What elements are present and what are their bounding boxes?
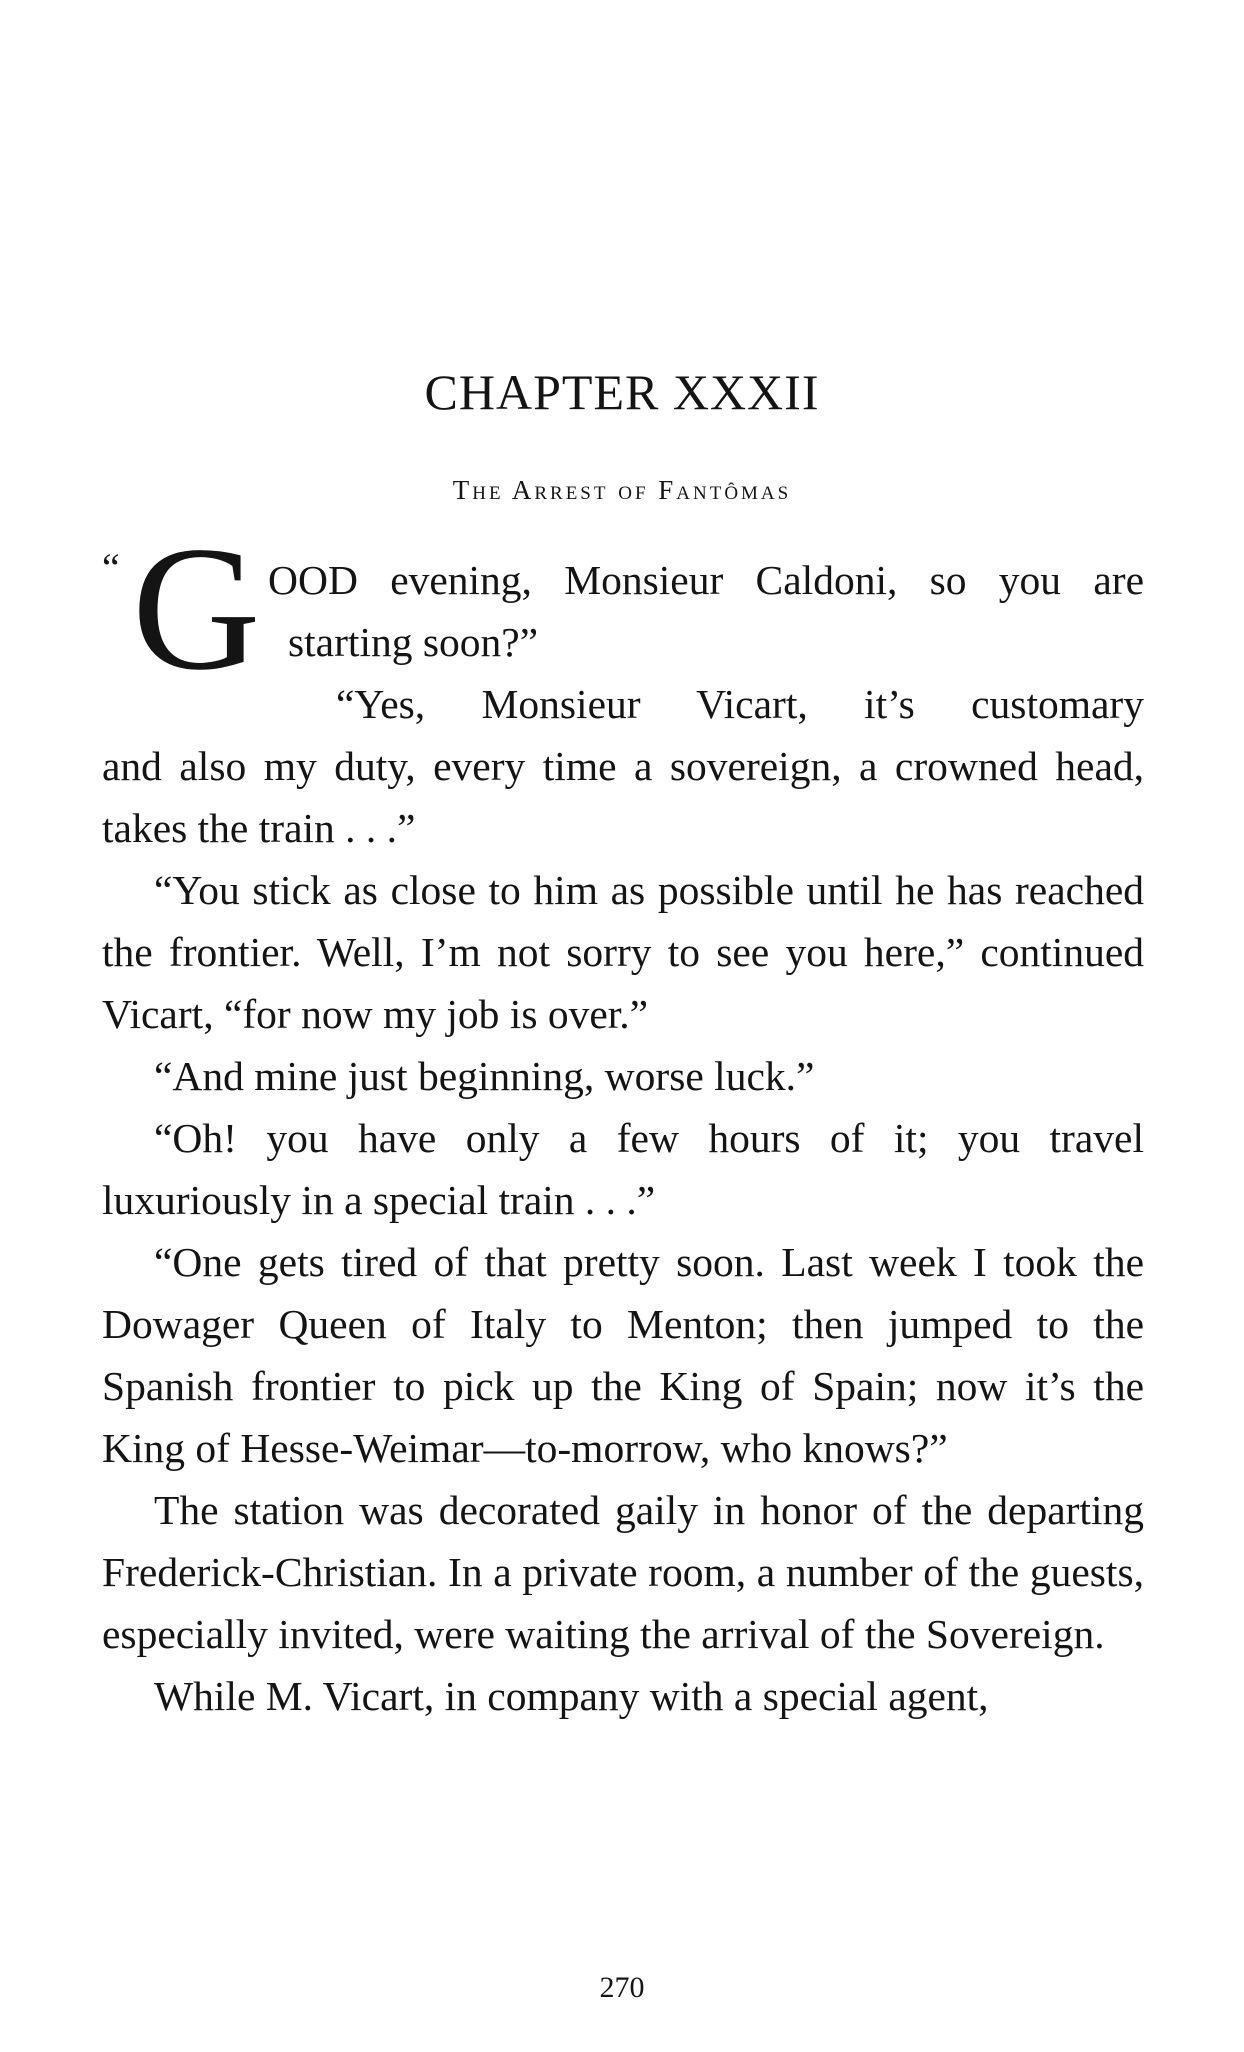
paragraph-3: “And mine just beginning, worse luck.” bbox=[154, 1053, 815, 1099]
body-text bbox=[102, 735, 1144, 1727]
paragraph-1-first-line: “Yes, Monsieur Vicart, it’s customary bbox=[336, 681, 1144, 727]
paragraph-6: The station was decorated gaily in honor of the departing Frederick-Christian. In a private room, a number of the guests, especially invited, were waiting the arrival of the Sovereign. bbox=[102, 1487, 1144, 1657]
page-number: 270 bbox=[599, 1971, 645, 2004]
paragraph-2: “You stick as close to him as possible until he has reached the frontier. Well, I’m not sorry to see you here,” continued Vicart, “for now my job is over.” bbox=[102, 867, 1144, 1037]
opening-line-2: starting soon?” bbox=[288, 619, 539, 665]
chapter-title: CHAPTER XXXII bbox=[424, 364, 820, 420]
chapter-subtitle: The Arrest of Fantômas bbox=[452, 475, 792, 505]
paragraph-7: While M. Vicart, in company with a special agent, bbox=[154, 1673, 989, 1719]
opening-quote-mark: “ bbox=[102, 545, 120, 590]
drop-cap-letter: G bbox=[132, 509, 261, 707]
paragraph-4: “Oh! you have only a few hours of it; you travel luxuriously in a special train . . .” bbox=[102, 1115, 1144, 1223]
paragraph-5: “One gets tired of that pretty soon. Last week I took the Dowager Queen of Italy to Menton; then jumped to the Spanish frontier to pick up the King of Spain; now it’s the King of Hesse-Weimar—to-morrow, who knows?” bbox=[102, 1239, 1144, 1471]
paragraph-1-continued: and also my duty, every time a sovereign, a crowned head, takes the train . . .” bbox=[102, 743, 1144, 851]
opening-line-1: OOD evening, Monsieur Caldoni, so you are bbox=[268, 557, 1144, 603]
